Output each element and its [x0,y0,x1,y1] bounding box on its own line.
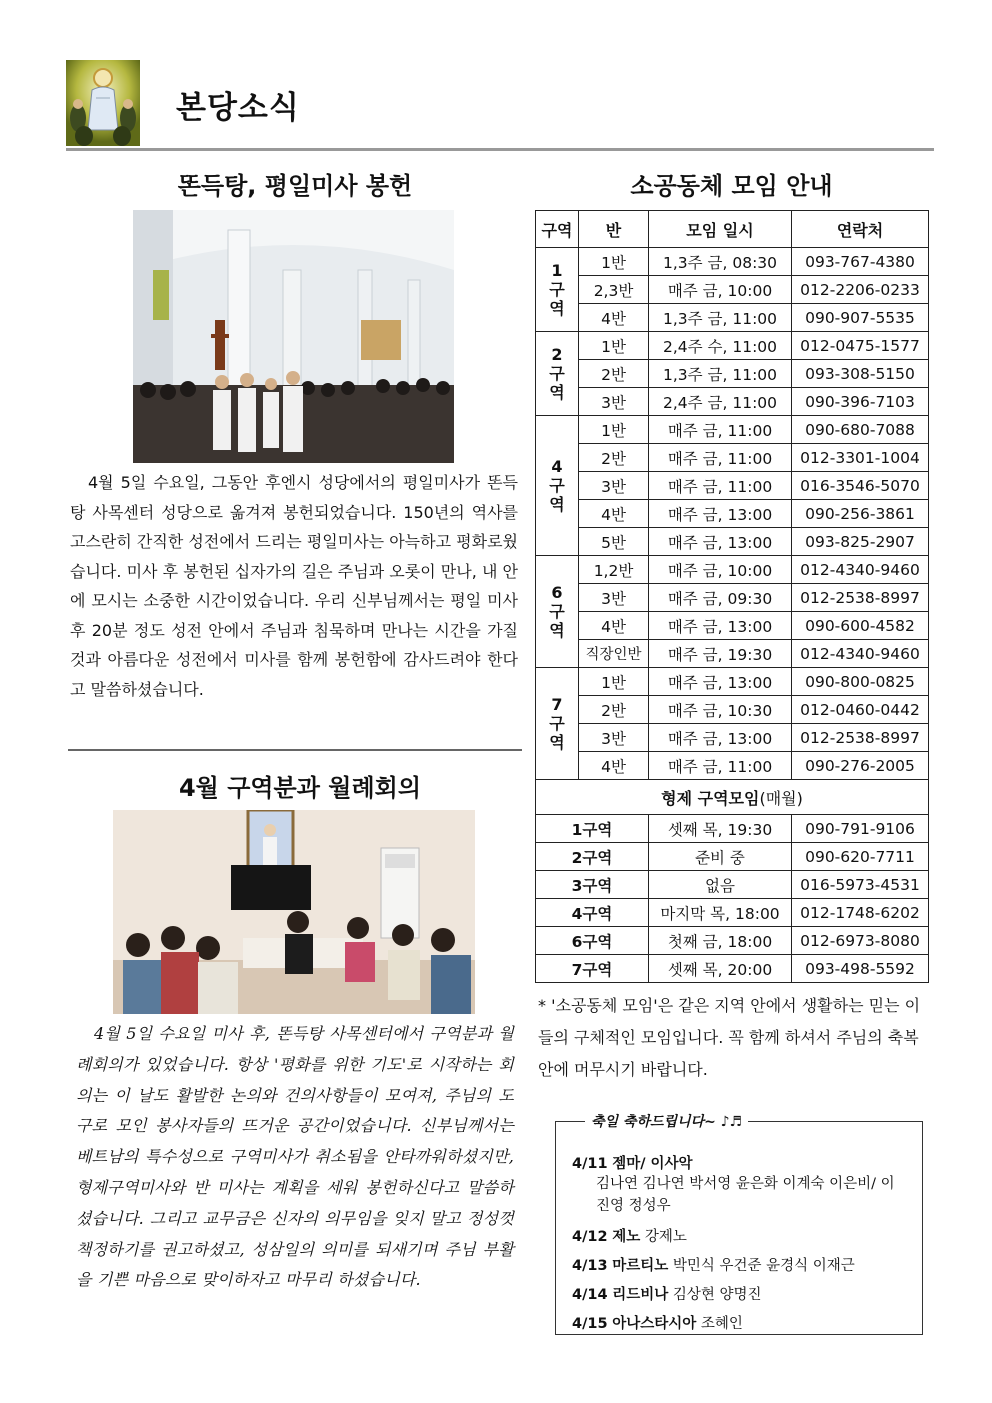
time-cell: 1,3주 금, 11:00 [649,360,792,388]
list-item [572,1312,914,1333]
schedule-title: 소공동체 모임 안내 [630,172,833,200]
ban-cell: 1반 [579,248,649,276]
time-cell: 매주 금, 11:00 [649,444,792,472]
table-row [536,871,929,899]
ban-cell: 3반 [579,724,649,752]
feast-names: 김나연 김나연 박서영 윤은화 이계숙 이은비/ 이진영 정성우 [596,1176,895,1214]
header-phone: 연락처 [792,211,929,248]
time-cell: 없음 [649,871,792,899]
list-item [572,1225,914,1246]
table-row [536,955,929,983]
phone-cell: 090-396-7103 [792,388,929,416]
time-cell: 매주 금, 10:30 [649,696,792,724]
time-cell: 셋째 목, 19:30 [649,815,792,843]
feast-date: 4/15 [572,1316,608,1332]
phone-cell: 016-3546-5070 [792,472,929,500]
header-district: 구역 [536,211,579,248]
table-row [536,584,929,612]
phone-cell: 012-4340-9460 [792,640,929,668]
time-cell: 매주 금, 13:00 [649,724,792,752]
ban-cell: 2반 [579,444,649,472]
table-row [536,752,929,780]
feast-names: 강제노 [644,1229,687,1245]
brothers-title: 형제 구역모임(매월) [536,780,929,815]
section-divider [68,749,522,751]
time-cell: 1,3주 금, 08:30 [649,248,792,276]
time-cell: 매주 금, 11:00 [649,752,792,780]
feast-names: 박민식 우건준 윤경식 이재근 [672,1258,855,1274]
ban-cell: 2반 [579,696,649,724]
feast-list [572,1152,914,1333]
phone-cell: 090-276-2005 [792,752,929,780]
header-time: 모임 일시 [649,211,792,248]
feast-title: 축일 축하드립니다~ ♪♬ [585,1111,748,1131]
phone-cell: 012-2206-0233 [792,276,929,304]
phone-cell: 093-308-5150 [792,360,929,388]
list-item [572,1152,914,1217]
phone-cell: 090-620-7711 [792,843,929,871]
phone-cell: 090-907-5535 [792,304,929,332]
phone-cell: 090-600-4582 [792,612,929,640]
phone-cell: 090-256-3861 [792,500,929,528]
time-cell: 매주 금, 13:00 [649,668,792,696]
district-cell: 6구역 [536,927,649,955]
phone-cell: 016-5973-4531 [792,871,929,899]
time-cell: 첫째 금, 18:00 [649,927,792,955]
table-row [536,899,929,927]
ban-cell: 1반 [579,416,649,444]
time-cell: 매주 금, 11:00 [649,416,792,444]
feast-saint: 리드비나 [612,1287,669,1303]
feast-names: 김상현 양명진 [672,1287,762,1303]
ban-cell: 직장인반 [579,640,649,668]
list-item [572,1283,914,1304]
ban-cell: 3반 [579,472,649,500]
time-cell: 매주 금, 10:00 [649,276,792,304]
ban-cell: 1,2반 [579,556,649,584]
ban-cell: 4반 [579,304,649,332]
time-cell: 매주 금, 13:00 [649,612,792,640]
table-row [536,472,929,500]
phone-cell: 012-0475-1577 [792,332,929,360]
feast-date: 4/11 [572,1156,608,1172]
table-row [536,843,929,871]
phone-cell: 093-825-2907 [792,528,929,556]
time-cell: 준비 중 [649,843,792,871]
district-cell: 4구역 [536,416,579,556]
table-row [536,668,929,696]
table-row [536,724,929,752]
table-row [536,815,929,843]
time-cell: 셋째 목, 20:00 [649,955,792,983]
time-cell: 매주 금, 13:00 [649,500,792,528]
header-divider [66,148,934,151]
table-row [536,528,929,556]
ban-cell: 1반 [579,332,649,360]
phone-cell: 012-3301-1004 [792,444,929,472]
feast-date: 4/14 [572,1287,608,1303]
phone-cell: 012-6973-8080 [792,927,929,955]
header-ban: 반 [579,211,649,248]
time-cell: 매주 금, 09:30 [649,584,792,612]
feast-saint: 마르티노 [612,1258,669,1274]
phone-cell: 012-2538-8997 [792,584,929,612]
feast-date: 4/13 [572,1258,608,1274]
table-row [536,612,929,640]
table-row [536,556,929,584]
district-cell: 4구역 [536,899,649,927]
phone-cell: 012-0460-0442 [792,696,929,724]
feast-saint: 아나스타시아 [612,1316,697,1332]
phone-cell: 012-4340-9460 [792,556,929,584]
brothers-title-row [536,780,929,815]
phone-cell: 012-1748-6202 [792,899,929,927]
page-title: 본당소식 [176,90,300,126]
table-row [536,276,929,304]
feast-saint: 젬마/ 이사악 [612,1156,693,1172]
district-cell: 2구역 [536,332,579,416]
schedule-note: * '소공동체 모임'은 같은 지역 안에서 생활하는 믿는 이들의 구체적인 모임입니다. 꼭 함께 하셔서 주님의 축복 안에 머무시기 바랍니다. [538,996,921,1079]
table-row [536,248,929,276]
table-row [536,304,929,332]
article1-body: 4월 5일 수요일, 그동안 후엔시 성당에서의 평일미사가 똔득탕 사목센터 성당으로 옮겨져 봉헌되었습니다. 150년의 역사를 고스란히 간직한 성전에서 드리는 평일미사는 아늑하고 평화로웠습니다. 미사 후 봉헌된 십자가의 길은 주님과 오롯이 만나, 내 안에 모시는 소중한 시간이었습니다. 우리 신부님께서는 평일 미사 후 20분 정도 성전 안에서 주님과 침묵하며 만나는 시간을 가질 것과 아름다운 성전에서 미사를 함께 봉헌함에 감사드려야 한다고 말씀하셨습니다. [70,473,518,699]
time-cell: 매주 금, 11:00 [649,472,792,500]
feast-day-box [555,1114,923,1335]
ban-cell: 3반 [579,388,649,416]
ban-cell: 2반 [579,360,649,388]
district-cell: 2구역 [536,843,649,871]
time-cell: 1,3주 금, 11:00 [649,304,792,332]
table-row [536,500,929,528]
article2-body: 4월 5일 수요일 미사 후, 똔득탕 사목센터에서 구역분과 월례회의가 있었습니다. 항상 '평화를 위한 기도'로 시작하는 회의는 이 날도 활발한 논의와 건의사항들이 모여져, 주님의 도구로 모인 봉사자들의 뜨거운 공간이었습니다. 신부님께서는 베트남의 특수성으로 구역미사가 취소됨을 안타까워하셨지만, 형제구역미사와 반 미사는 계획을 세워 봉헌하신다고 말씀하셨습니다. 그리고 교무금은 신자의 의무임을 잊지 말고 정성껏 책정하기를 권고하셨고, 성삼일의 의미를 되새기며 주님 부활을 기쁜 마음으로 맞이하자고 마무리 하셨습니다. [76,1024,514,1290]
table-row [536,927,929,955]
table-row [536,696,929,724]
phone-cell: 090-791-9106 [792,815,929,843]
time-cell: 2,4주 수, 11:00 [649,332,792,360]
ban-cell: 3반 [579,584,649,612]
feast-names: 조혜인 [700,1316,743,1332]
district-cell: 1구역 [536,248,579,332]
time-cell: 매주 금, 10:00 [649,556,792,584]
feast-date: 4/12 [572,1229,608,1245]
table-row [536,388,929,416]
table-row [536,416,929,444]
ban-cell: 4반 [579,500,649,528]
ban-cell: 2,3반 [579,276,649,304]
ban-cell: 4반 [579,752,649,780]
table-row [536,640,929,668]
time-cell: 마지막 목, 18:00 [649,899,792,927]
table-row [536,444,929,472]
table-row [536,360,929,388]
ban-cell: 5반 [579,528,649,556]
time-cell: 2,4주 금, 11:00 [649,388,792,416]
district-cell: 1구역 [536,815,649,843]
table-row [536,332,929,360]
district-cell: 6구역 [536,556,579,668]
ban-cell: 1반 [579,668,649,696]
time-cell: 매주 금, 19:30 [649,640,792,668]
parish-logo [66,60,140,146]
phone-cell: 012-2538-8997 [792,724,929,752]
church-interior-photo [133,210,454,463]
article1-title: 똔득탕, 평일미사 봉헌 [177,172,413,200]
phone-cell: 093-498-5592 [792,955,929,983]
ban-cell: 4반 [579,612,649,640]
time-cell: 매주 금, 13:00 [649,528,792,556]
schedule-table [535,210,929,983]
district-cell: 7구역 [536,955,649,983]
district-cell: 3구역 [536,871,649,899]
phone-cell: 093-767-4380 [792,248,929,276]
phone-cell: 090-680-7088 [792,416,929,444]
article2-title: 4월 구역분과 월례회의 [178,774,422,802]
meeting-photo [113,810,475,1014]
feast-saint: 제노 [612,1229,641,1245]
district-cell: 7구역 [536,668,579,780]
phone-cell: 090-800-0825 [792,668,929,696]
list-item [572,1254,914,1275]
